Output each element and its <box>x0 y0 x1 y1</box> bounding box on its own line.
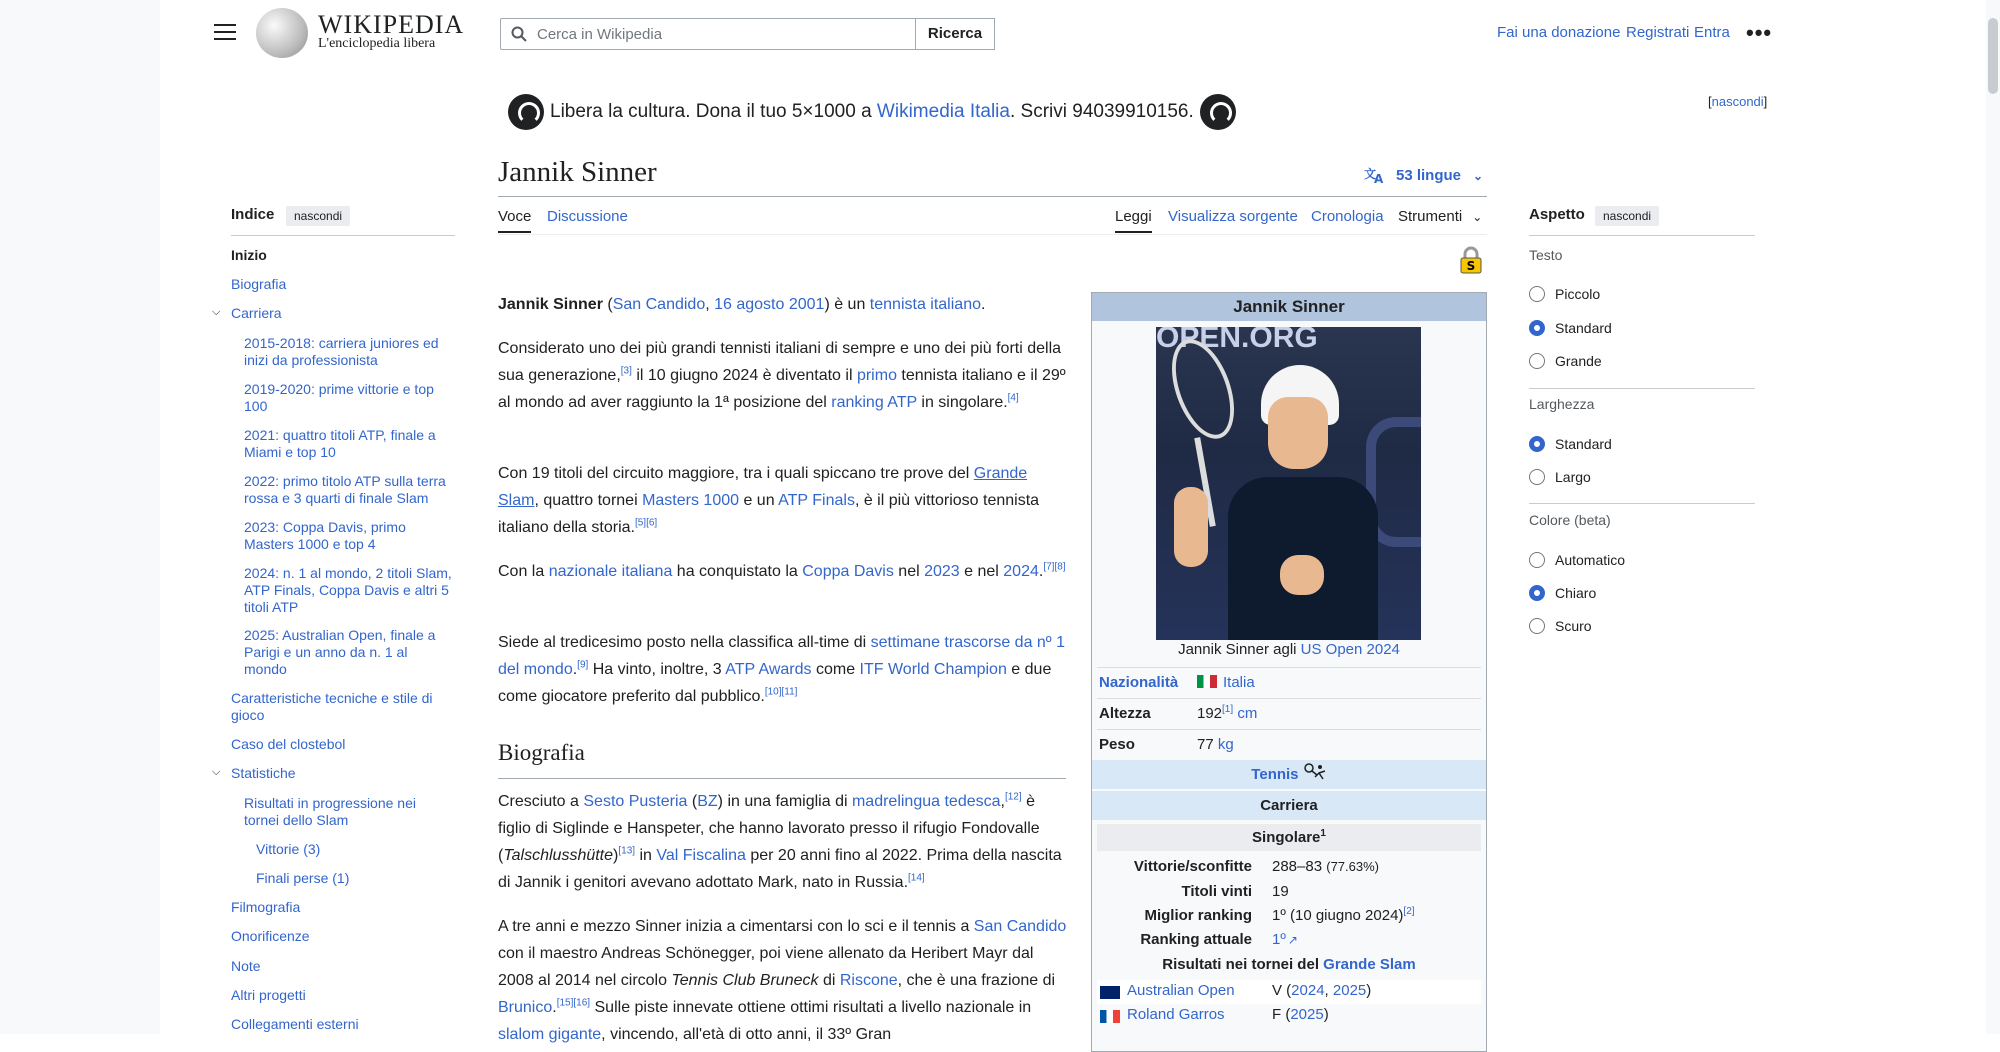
wikipedia-globe-logo[interactable] <box>256 8 308 58</box>
ref[interactable]: [2] <box>1403 906 1415 917</box>
wikipedia-wordmark[interactable]: WIKIPEDIA <box>318 10 465 39</box>
toc-item-clostebol[interactable]: Caso del clostebol <box>231 736 346 752</box>
text: Sulle piste innevate ottiene ottimi risultati a livello nazionale in <box>590 999 1032 1016</box>
section-divider <box>498 778 1066 779</box>
text-size-label: Testo <box>1529 247 1563 263</box>
best-ranking-value <box>1272 907 1415 924</box>
infobox-row-peso <box>1097 729 1481 760</box>
toc-heading: Indice <box>231 206 275 223</box>
row-label[interactable]: Nazionalità <box>1099 674 1179 691</box>
link-roland-garros[interactable]: Roland Garros <box>1127 1006 1225 1023</box>
register-link[interactable]: Registrati <box>1626 24 1690 41</box>
text: Con 19 titoli del circuito maggiore, tra i quali spiccano tre prove del <box>498 465 974 482</box>
link-rg-2025[interactable]: 2025 <box>1290 1006 1324 1023</box>
value-pct: (77.63%) <box>1326 859 1379 874</box>
left-gutter <box>0 0 160 1034</box>
link-slalom-gigante[interactable]: slalom gigante <box>498 1026 602 1043</box>
ref[interactable]: [7][8] <box>1043 561 1066 573</box>
row-value <box>1197 674 1255 691</box>
result-suffix: ) <box>1366 982 1372 999</box>
photo-face <box>1268 397 1328 469</box>
infobox-row-nazionalita <box>1097 667 1481 698</box>
link-kg[interactable]: kg <box>1217 736 1234 753</box>
toc-item-2025[interactable]: 2025: Australian Open, finale a Parigi e un anno da n. 1 al mondo <box>244 627 436 677</box>
toc-item-2022[interactable]: 2022: primo titolo ATP sulla terra rossa e 3 quarti di finale Slam <box>244 473 446 506</box>
link-2023[interactable]: 2023 <box>924 563 960 580</box>
toc-item-collegamenti[interactable]: Collegamenti esterni <box>231 1016 359 1032</box>
svg-text:A: A <box>1374 172 1384 184</box>
slam-row-roland-garros <box>1097 1004 1481 1028</box>
toc-item-altri-progetti[interactable]: Altri progetti <box>231 987 306 1003</box>
toc-item-note[interactable]: Note <box>231 958 261 974</box>
link-us-open-2024[interactable]: US Open 2024 <box>1300 641 1400 658</box>
scrollbar-track[interactable] <box>1986 0 2000 1034</box>
text: . <box>1038 563 1044 580</box>
text: Siede al tredicesimo posto nella classifica all-time di <box>498 634 871 651</box>
link-brunico[interactable]: Brunico <box>498 999 553 1016</box>
appearance-divider <box>1529 235 1755 236</box>
value: 77 <box>1197 736 1214 753</box>
result-suffix: ) <box>1323 1006 1329 1023</box>
radio-width-standard[interactable] <box>1529 436 1612 452</box>
ref[interactable]: [3] <box>620 365 632 377</box>
link-san-candido-2[interactable]: San Candido <box>973 918 1067 935</box>
translate-icon <box>1364 166 1386 184</box>
tab-strumenti-label: Strumenti <box>1398 208 1463 225</box>
ref[interactable]: [9] <box>577 659 589 671</box>
banner-text-post: . Scrivi 94039910156. <box>1009 101 1194 122</box>
infobox-title: Jannik Sinner <box>1092 293 1486 321</box>
menu-icon[interactable] <box>214 24 236 42</box>
text: ( <box>602 296 613 313</box>
text: . <box>552 999 557 1016</box>
row-value <box>1197 736 1234 753</box>
slam-row-australian-open <box>1097 980 1481 1004</box>
section-heading-biografia: Biografia <box>498 740 585 765</box>
login-link[interactable]: Entra <box>1694 24 1730 41</box>
article-paragraph-4 <box>498 558 1068 585</box>
link-italia[interactable]: Italia <box>1223 674 1255 691</box>
radio-label: Standard <box>1555 436 1612 452</box>
australia-flag-icon <box>1100 986 1120 999</box>
wl-value <box>1272 858 1379 875</box>
text: A tre anni e mezzo Sinner inizia a cimentarsi con lo sci e il tennis a <box>498 918 974 935</box>
toc-item-caratteristiche[interactable]: Caratteristiche tecniche e stile di gioco <box>231 690 433 723</box>
italy-flag-icon <box>1197 675 1217 688</box>
page-title: Jannik Sinner <box>498 156 657 188</box>
text: . <box>980 296 986 313</box>
search-button[interactable]: Ricerca <box>916 18 995 50</box>
text: in <box>635 847 657 864</box>
text: e nel <box>959 563 1004 580</box>
tab-discussione[interactable]: Discussione <box>547 208 628 225</box>
link-tennista-italiano[interactable]: tennista italiano <box>869 296 981 313</box>
ref[interactable]: [12] <box>1004 791 1022 803</box>
search-placeholder: Cerca in Wikipedia <box>537 26 663 43</box>
text: tennista italiano e il 29º al mondo ad aver raggiunto la 1ª posizione del <box>498 367 1066 411</box>
radio-label: Largo <box>1555 469 1591 485</box>
link-sesto-pusteria[interactable]: Sesto Pusteria <box>583 793 688 810</box>
appearance-hide-button[interactable]: nascondi <box>1595 206 1659 226</box>
photo-fist <box>1280 555 1324 595</box>
best-ranking-label: Miglior ranking <box>1144 907 1252 924</box>
row-label: Altezza <box>1099 705 1151 722</box>
tab-voce[interactable]: Voce <box>498 208 531 233</box>
radio-text-piccolo[interactable] <box>1529 286 1600 302</box>
link-riscone[interactable]: Riscone <box>839 972 898 989</box>
text: di <box>818 972 840 989</box>
radio-label: Chiaro <box>1555 585 1597 601</box>
text-italic: Tennis Club Bruneck <box>671 972 819 989</box>
link-settimane-n1[interactable]: settimane trascorse da nº 1 del mondo <box>498 634 1065 678</box>
text: il 10 giugno 2024 è diventato il <box>631 367 857 384</box>
search-input[interactable] <box>500 18 916 50</box>
external-link-icon: ↗ <box>1287 933 1298 947</box>
radio-label: Standard <box>1555 320 1612 336</box>
toc-item-statistiche[interactable]: Statistiche <box>231 765 296 781</box>
link-atp-finals[interactable]: ATP Finals <box>778 492 855 509</box>
row-value <box>1197 705 1257 722</box>
titles-value: 19 <box>1272 883 1289 900</box>
svg-text:文: 文 <box>1364 167 1377 181</box>
ref[interactable]: [10][11] <box>764 686 798 698</box>
link-ao-2025[interactable]: 2025 <box>1332 982 1367 999</box>
link-grande-slam-infobox[interactable]: Grande Slam <box>1323 956 1416 973</box>
text: ) <box>613 847 619 864</box>
ref[interactable]: [4] <box>1007 392 1019 404</box>
wl-label: Vittorie/sconfitte <box>1133 858 1252 875</box>
text: Cresciuto a <box>498 793 584 810</box>
article-paragraph-3 <box>498 460 1068 541</box>
text-size-divider <box>1529 388 1755 389</box>
singolare-label: Singolare <box>1252 829 1321 846</box>
toc-item-filmografia[interactable]: Filmografia <box>231 899 301 915</box>
link-nazionale-italiana[interactable]: nazionale italiana <box>548 563 673 580</box>
value: 1º (10 giugno 2024) <box>1272 907 1404 924</box>
lock-icon[interactable] <box>1460 246 1482 274</box>
infobox-row-altezza <box>1097 698 1481 729</box>
banner-hide[interactable]: [nascondi] <box>1708 94 1768 109</box>
link-grande-slam[interactable]: Grande Slam <box>498 465 1028 509</box>
article-paragraph-6 <box>498 788 1068 896</box>
text: nel <box>893 563 925 580</box>
chevron-down-icon: ⌄ <box>1472 210 1483 224</box>
toc-toggle-carriera[interactable]: ⌵ <box>212 306 221 318</box>
ref[interactable]: [15][16] <box>556 997 591 1009</box>
current-ranking-label: Ranking attuale <box>1140 931 1252 948</box>
text: Con la <box>498 563 549 580</box>
text: è figlio di Siglinde e Hanspeter, che hanno lavorato presso il rifugio Fondovalle ( <box>498 793 1040 864</box>
toc-item-risultati-slam[interactable]: Risultati in progressione nei tornei dello Slam <box>244 795 416 828</box>
toc-item-biografia[interactable]: Biografia <box>231 276 287 292</box>
ref[interactable]: [13] <box>618 845 636 857</box>
ref[interactable]: [1] <box>1222 704 1234 715</box>
current-ranking-value[interactable] <box>1272 931 1298 948</box>
svg-text:S: S <box>1466 259 1476 273</box>
text: ) è un <box>824 296 870 313</box>
text: ( <box>687 793 698 810</box>
text: , <box>1000 793 1005 810</box>
text: con il maestro Andreas Schönegger, poi viene allenato da Heribert Mayr dal 2008 al 2014 nel circolo <box>498 945 1034 989</box>
ref[interactable]: [14] <box>908 872 925 884</box>
link-coppa-davis[interactable]: Coppa Davis <box>802 563 894 580</box>
text: e due come giocatore preferito dal pubblico. <box>498 661 1052 705</box>
text: , <box>705 296 715 313</box>
donate-link[interactable]: Fai una donazione <box>1497 24 1621 41</box>
text: Ha vinto, inoltre, 3 <box>588 661 726 678</box>
toc-item-2015-2018[interactable]: 2015-2018: carriera juniores ed inizi da professionista <box>244 335 439 368</box>
value: 288–83 <box>1272 858 1323 875</box>
donation-banner <box>508 92 1236 132</box>
subject-name: Jannik Sinner <box>498 296 603 313</box>
france-flag-icon <box>1100 1010 1120 1023</box>
link-val-fiscalina[interactable]: Val Fiscalina <box>656 847 746 864</box>
toc-item-2021[interactable]: 2021: quattro titoli ATP, finale a Miami e top 10 <box>244 427 436 460</box>
text: , che è una frazione di <box>897 972 1056 989</box>
toc-item-carriera[interactable]: Carriera <box>231 305 282 321</box>
infobox-sport <box>1092 760 1486 789</box>
toc-item-2023[interactable]: 2023: Coppa Davis, primo Masters 1000 e top 4 <box>244 519 406 552</box>
result-prefix: V ( <box>1272 982 1292 999</box>
wikimedia-logo-icon <box>508 94 544 130</box>
infobox-section-singolare <box>1097 824 1481 851</box>
ao-result <box>1272 982 1371 999</box>
titles-label: Titoli vinti <box>1181 883 1252 900</box>
text: , quattro tornei <box>534 492 643 509</box>
toc-item-onorificenze[interactable]: Onorificenze <box>231 928 310 944</box>
wikipedia-tagline: L'enciclopedia libera <box>318 36 436 51</box>
radio-color-automatico[interactable] <box>1529 552 1625 568</box>
note-ref: 1 <box>1320 828 1326 839</box>
infobox <box>1091 292 1487 1052</box>
rg-result <box>1272 1006 1329 1023</box>
toc-hide-button[interactable]: nascondi <box>286 206 350 226</box>
radio-label: Grande <box>1555 353 1602 369</box>
appearance-heading: Aspetto <box>1529 206 1585 223</box>
link-primo[interactable]: primo <box>856 367 897 384</box>
link-tennis[interactable]: Tennis <box>1251 766 1299 783</box>
result-prefix: F ( <box>1272 1006 1291 1023</box>
more-icon[interactable]: ••• <box>1746 20 1773 45</box>
text-italic: Talschlusshütte <box>503 847 614 864</box>
infobox-photo[interactable] <box>1156 327 1421 640</box>
title-divider <box>498 196 1487 197</box>
value: 192 <box>1197 705 1223 722</box>
link-san-candido[interactable]: San Candido <box>612 296 706 313</box>
radio-label: Scuro <box>1555 618 1592 634</box>
toc-item-2019-2020[interactable]: 2019-2020: prime vittorie e top 100 <box>244 381 434 414</box>
photo-background-text: OPEN.ORG <box>1156 327 1318 354</box>
language-count: 53 lingue <box>1396 167 1462 184</box>
link-masters-1000[interactable]: Masters 1000 <box>642 492 740 509</box>
link-ranking-atp[interactable]: ranking ATP <box>831 394 917 411</box>
text: in singolare. <box>916 394 1008 411</box>
article-paragraph-2 <box>498 335 1068 416</box>
banner-link[interactable]: Wikimedia Italia <box>876 101 1010 122</box>
text: . <box>572 661 578 678</box>
text: ) in una famiglia di <box>717 793 852 810</box>
toc-item-2024[interactable]: 2024: n. 1 al mondo, 2 titoli Slam, ATP Finals, Coppa Davis e altri 5 titoli ATP <box>244 565 452 615</box>
toc-item-finali-perse[interactable]: Finali perse (1) <box>256 870 350 886</box>
link-cm[interactable]: cm <box>1237 705 1258 722</box>
tab-visualizza-sorgente[interactable]: Visualizza sorgente <box>1168 208 1298 225</box>
heading-text: Risultati nei tornei del <box>1162 956 1324 973</box>
radio-width-largo[interactable] <box>1529 469 1591 485</box>
language-selector[interactable] <box>1364 166 1483 184</box>
text: per 20 anni fino al 2022. Prima della nascita di Jannik i genitori avevano adottato Mark, nato in Russia. <box>498 847 1062 891</box>
color-label: Colore (beta) <box>1529 512 1611 528</box>
article-paragraph-7 <box>498 913 1068 1048</box>
infobox-caption <box>1092 641 1486 658</box>
link-2024[interactable]: 2024 <box>1003 563 1039 580</box>
link-atp-awards[interactable]: ATP Awards <box>725 661 812 678</box>
width-label: Larghezza <box>1529 396 1595 412</box>
radio-color-chiaro[interactable] <box>1529 585 1596 601</box>
row-label: Peso <box>1099 736 1135 753</box>
toc-toggle-statistiche[interactable]: ⌵ <box>212 766 221 778</box>
radio-color-scuro[interactable] <box>1529 618 1592 634</box>
radio-text-grande[interactable] <box>1529 353 1602 369</box>
link-madrelingua-tedesca[interactable]: madrelingua tedesca <box>851 793 1001 810</box>
toc-divider <box>231 235 455 236</box>
radio-label: Piccolo <box>1555 286 1601 302</box>
banner-hide-link[interactable]: nascondi <box>1711 94 1764 109</box>
caption-text: Jannik Sinner agli <box>1178 641 1301 658</box>
banner-text-pre: Libera la cultura. Dona il tuo 5×1000 a <box>550 101 877 122</box>
tab-cronologia[interactable]: Cronologia <box>1311 208 1384 225</box>
toc-item-inizio[interactable]: Inizio <box>231 247 267 263</box>
sep: , <box>1324 982 1333 999</box>
text: e un <box>739 492 779 509</box>
link-itf-world-champion[interactable]: ITF World Champion <box>859 661 1007 678</box>
tabs-divider <box>498 234 1487 235</box>
text: come <box>811 661 860 678</box>
scrollbar-thumb[interactable] <box>1988 18 1998 94</box>
photo-arm <box>1174 487 1208 567</box>
slam-results-heading <box>1092 956 1486 973</box>
infobox-section-carriera: Carriera <box>1092 791 1486 820</box>
width-divider <box>1529 503 1755 504</box>
text: ha conquistato la <box>672 563 803 580</box>
ref[interactable]: [5][6] <box>634 517 658 529</box>
tab-leggi[interactable]: Leggi <box>1115 208 1152 233</box>
article-paragraph-intro <box>498 291 1068 318</box>
tab-strumenti[interactable] <box>1398 208 1482 225</box>
link-australian-open[interactable]: Australian Open <box>1127 982 1235 999</box>
toc-item-vittorie[interactable]: Vittorie (3) <box>256 841 321 857</box>
tennis-icon <box>1303 763 1327 783</box>
link-ao-2024[interactable]: 2024 <box>1291 982 1325 999</box>
link-birthdate[interactable]: 16 agosto 2001 <box>714 296 825 313</box>
link-ranking[interactable]: 1º <box>1272 931 1286 948</box>
search-icon <box>511 26 527 42</box>
text: Considerato uno dei più grandi tennisti italiani di sempre e uno dei più forti della sua generazione, <box>498 340 1062 384</box>
radio-label: Automatico <box>1555 552 1626 568</box>
article-paragraph-5 <box>498 629 1068 710</box>
radio-text-standard[interactable] <box>1529 320 1612 336</box>
text: , è il più vittorioso tennista italiano della storia. <box>498 492 1040 536</box>
wikimedia-logo-icon <box>1200 94 1236 130</box>
link-bz[interactable]: BZ <box>697 793 718 810</box>
chevron-down-icon: ⌄ <box>1473 169 1484 183</box>
text: , vincendo, all'età di otto anni, il 33º Gran <box>601 1026 892 1043</box>
